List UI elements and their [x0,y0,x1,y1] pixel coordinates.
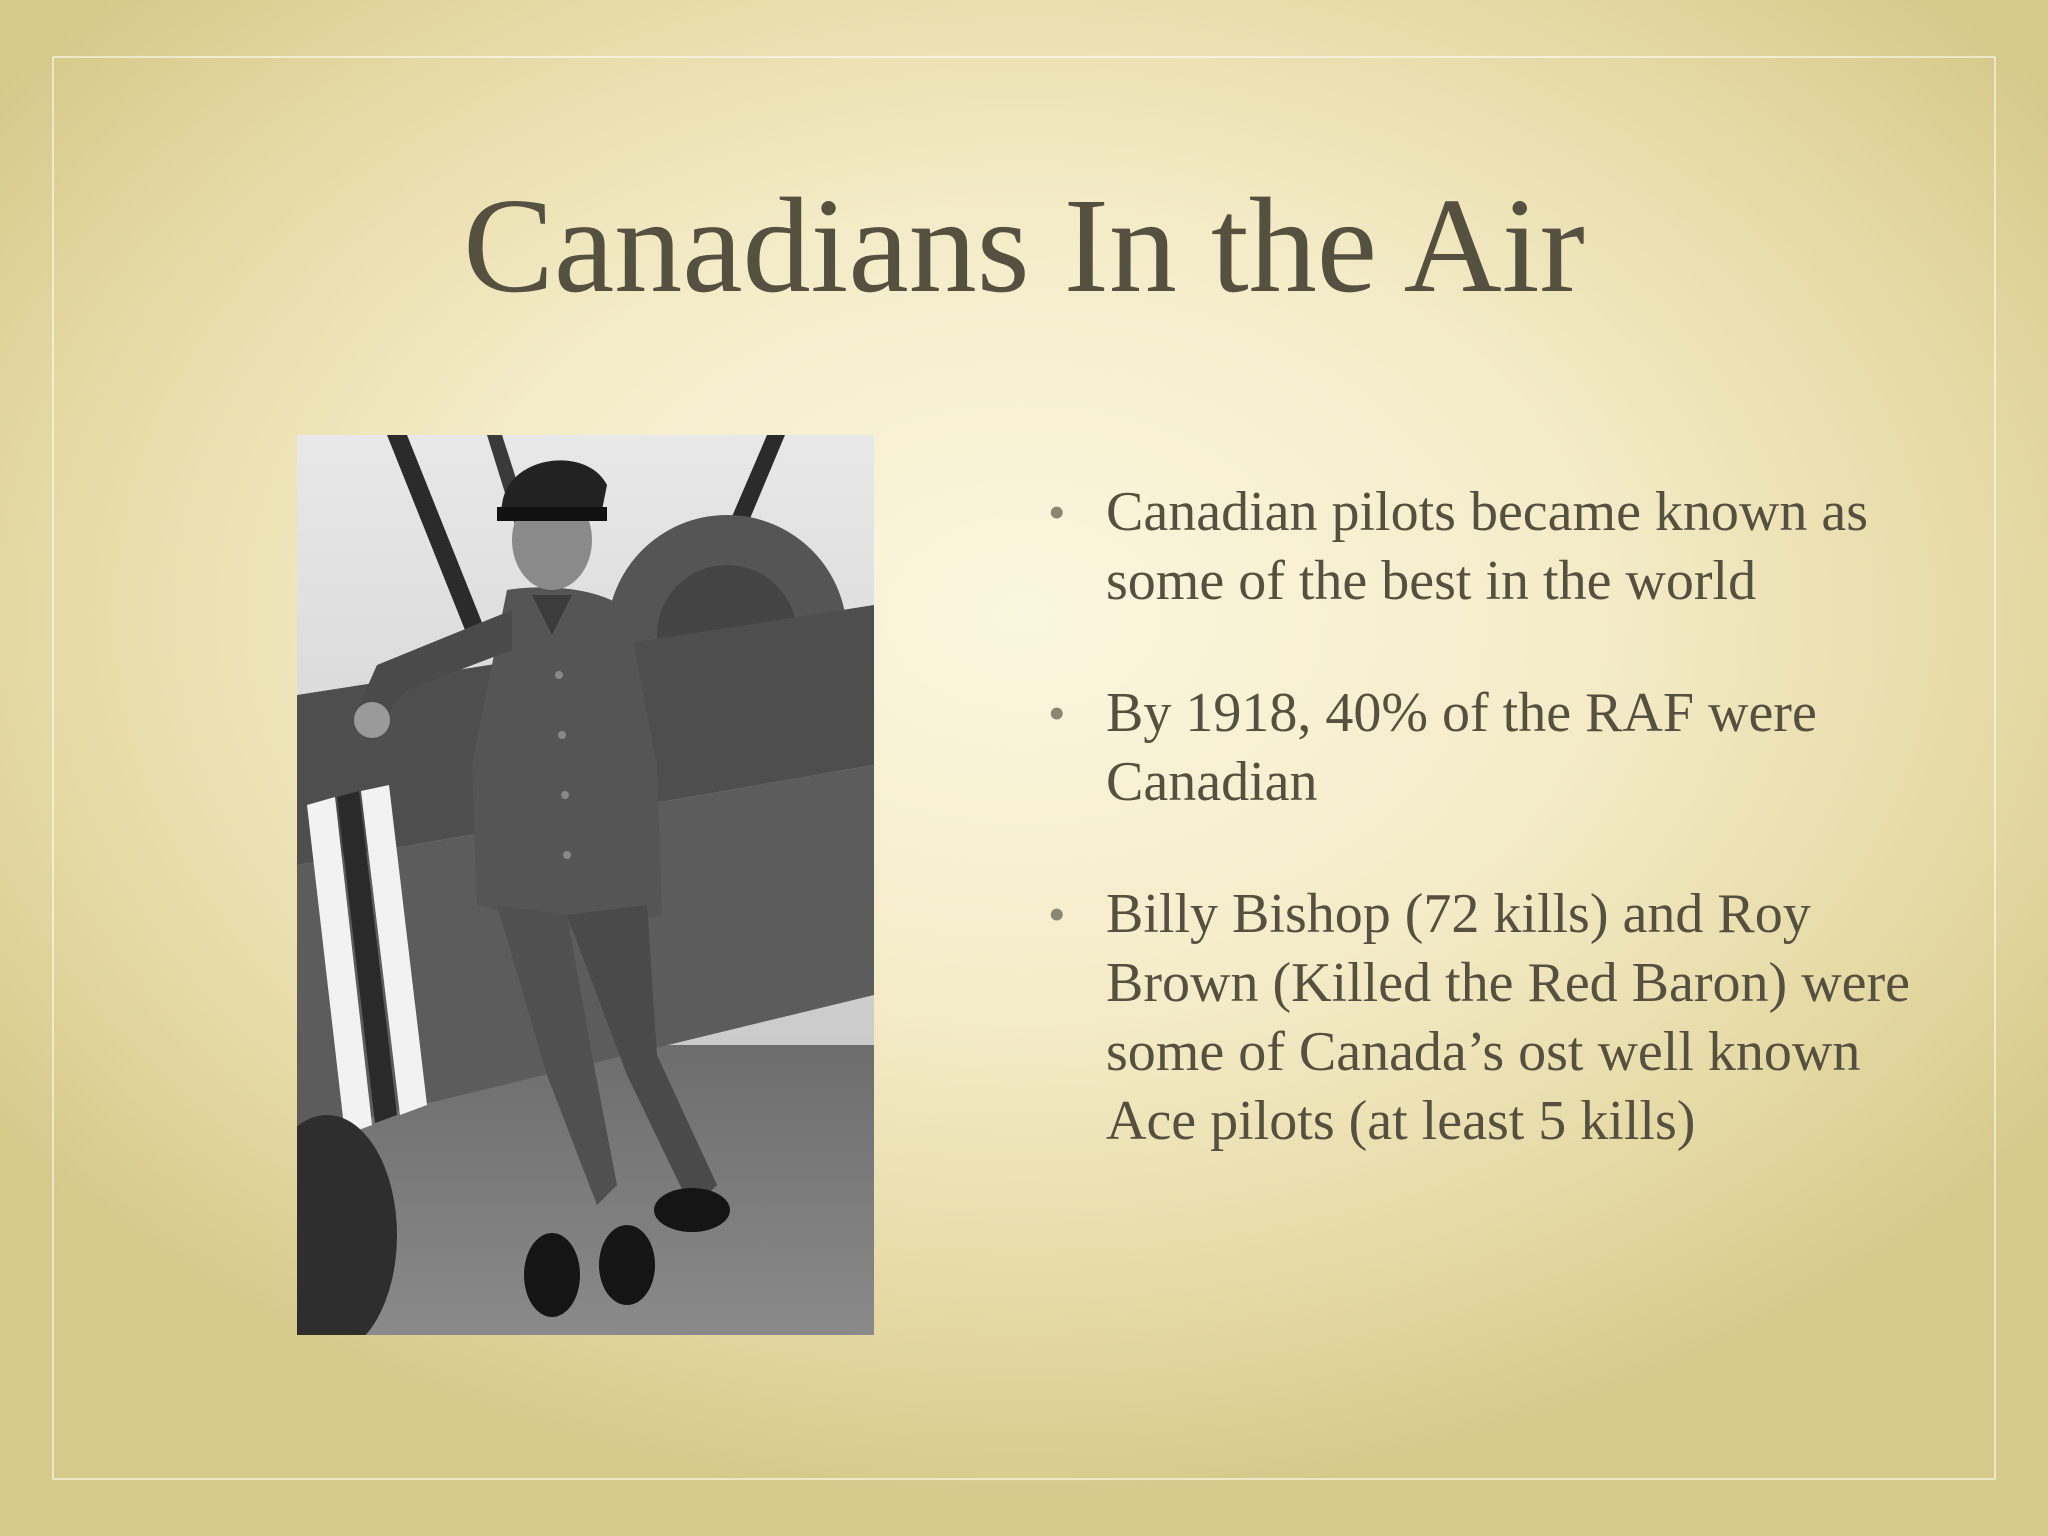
bullet-text: Canadian pilots became known as some of the best in the world [1106,481,1869,612]
bullet-item [1048,478,1948,616]
bullet-dot-icon: • [1048,484,1066,540]
slide-title: Canadians In the Air [463,171,1585,321]
bullet-text: By 1918, 40% of the RAF were Canadian [1106,682,1817,813]
bullet-dot-icon: • [1048,685,1066,741]
bullet-text: Billy Bishop (72 kills) and Roy Brown (Killed the Red Baron) were some of Canada’s ost well known Ace pilots (at least 5 kills) [1106,883,1910,1152]
pilot-photo [297,435,874,1335]
pilot-photo-icon [297,435,874,1335]
bullet-list [1048,478,1948,1219]
bullet-item [1048,880,1948,1156]
bullet-dot-icon: • [1048,886,1066,942]
bullet-item [1048,679,1948,817]
